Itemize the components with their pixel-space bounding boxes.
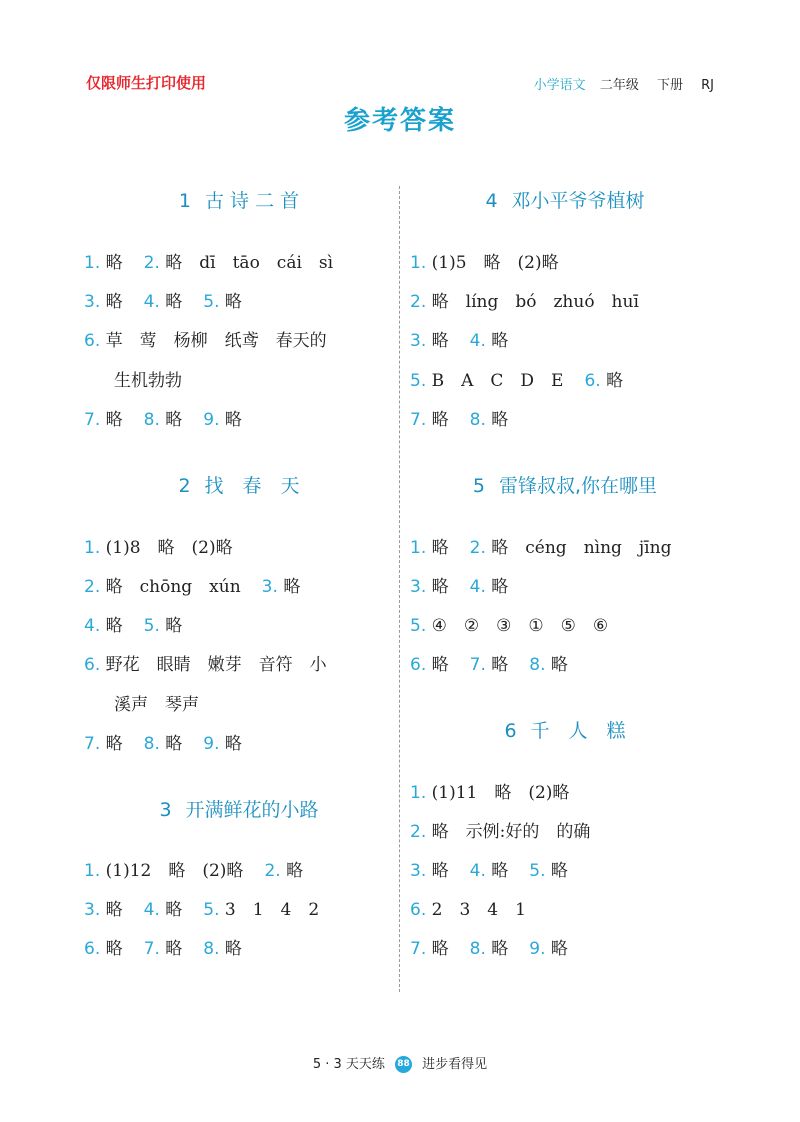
answer-line bbox=[114, 690, 424, 715]
section-title: 千 人 糕 bbox=[530, 720, 626, 742]
section-heading bbox=[410, 471, 720, 498]
grade-label: 二年级 bbox=[599, 78, 639, 93]
answer-line bbox=[410, 572, 720, 597]
question-number: 9. bbox=[203, 410, 220, 430]
answer-text: 略 示例:好的 的确 bbox=[431, 822, 591, 842]
question-number: 1. bbox=[410, 538, 427, 558]
answer-text: 略 bbox=[550, 861, 568, 881]
answer-text: 略 bbox=[431, 538, 449, 558]
answer-text: 略 bbox=[105, 734, 123, 754]
question-number: 1. bbox=[410, 253, 427, 273]
question-number: 1. bbox=[410, 783, 427, 803]
question-number: 8. bbox=[469, 939, 486, 959]
question-number: 7. bbox=[410, 410, 427, 430]
answer-line bbox=[410, 366, 720, 391]
answer-text: 3 1 4 2 bbox=[224, 900, 320, 920]
question-number: 3. bbox=[84, 292, 101, 312]
answer-text: 略 bbox=[105, 939, 123, 959]
question-number: 4. bbox=[469, 861, 486, 881]
section-heading bbox=[84, 795, 394, 822]
question-number: 5. bbox=[203, 292, 220, 312]
answer-line bbox=[84, 533, 394, 558]
answer-text: 略 bbox=[491, 577, 509, 597]
answer-text: 略 bbox=[224, 410, 242, 430]
footer-brand: 5 · 3 天天练 bbox=[312, 1057, 385, 1072]
answer-line bbox=[84, 572, 394, 597]
question-number: 2. bbox=[410, 292, 427, 312]
question-number: 7. bbox=[469, 655, 486, 675]
answer-line bbox=[410, 248, 720, 273]
answer-line bbox=[410, 326, 720, 351]
answer-text: 略 bbox=[224, 292, 242, 312]
question-number: 3. bbox=[410, 331, 427, 351]
answer-text: 略 bbox=[283, 577, 301, 597]
question-number: 3. bbox=[410, 861, 427, 881]
section-heading bbox=[410, 186, 720, 213]
answer-text: B A C D E bbox=[431, 371, 564, 391]
section-number: 1 bbox=[178, 190, 191, 212]
answer-line bbox=[410, 778, 720, 803]
question-number: 8. bbox=[143, 410, 160, 430]
answer-line bbox=[84, 895, 394, 920]
question-number: 2. bbox=[143, 253, 160, 273]
answer-line bbox=[410, 817, 720, 842]
answer-line bbox=[410, 405, 720, 430]
question-number: 1. bbox=[84, 253, 101, 273]
answer-text: 略 bbox=[431, 410, 449, 430]
answer-line bbox=[84, 287, 394, 312]
question-number: 3. bbox=[410, 577, 427, 597]
question-number: 7. bbox=[410, 939, 427, 959]
answer-text: 略 bbox=[105, 253, 123, 273]
question-number: 6. bbox=[84, 331, 101, 351]
page-number-badge: 88 bbox=[395, 1056, 412, 1073]
question-number: 3. bbox=[261, 577, 278, 597]
answer-text: 略 bbox=[431, 577, 449, 597]
answer-line bbox=[84, 405, 394, 430]
question-number: 9. bbox=[529, 939, 546, 959]
question-number: 8. bbox=[143, 734, 160, 754]
answer-text: 略 bbox=[165, 616, 183, 636]
answer-text: 略 chōng xún bbox=[105, 577, 241, 597]
question-number: 6. bbox=[410, 655, 427, 675]
answer-text: 略 bbox=[286, 861, 304, 881]
question-number: 8. bbox=[203, 939, 220, 959]
section-title: 雷锋叔叔,你在哪里 bbox=[499, 475, 658, 497]
column-divider bbox=[399, 186, 400, 992]
answer-text: 略 bbox=[105, 616, 123, 636]
question-number: 5. bbox=[203, 900, 220, 920]
answer-text: 草 莺 杨柳 纸鸢 春天的 bbox=[105, 331, 327, 351]
answer-line bbox=[84, 248, 394, 273]
answer-text: 略 bbox=[431, 331, 449, 351]
section-number: 4 bbox=[485, 190, 498, 212]
answer-line bbox=[410, 611, 720, 636]
question-number: 4. bbox=[143, 900, 160, 920]
question-number: 9. bbox=[203, 734, 220, 754]
section-heading bbox=[410, 716, 720, 743]
question-number: 2. bbox=[264, 861, 281, 881]
question-number: 3. bbox=[84, 900, 101, 920]
question-number: 7. bbox=[84, 410, 101, 430]
section-heading bbox=[84, 471, 394, 498]
answer-text: 略 bbox=[431, 939, 449, 959]
section-title: 邓小平爷爷植树 bbox=[511, 190, 645, 212]
question-number: 4. bbox=[143, 292, 160, 312]
question-number: 6. bbox=[84, 939, 101, 959]
question-number: 4. bbox=[84, 616, 101, 636]
section-number: 5 bbox=[472, 475, 486, 497]
answer-text: 略 bbox=[550, 655, 568, 675]
question-number: 8. bbox=[529, 655, 546, 675]
answer-text: 略 bbox=[550, 939, 568, 959]
question-number: 2. bbox=[410, 822, 427, 842]
answer-text: 略 bbox=[224, 939, 242, 959]
question-number: 5. bbox=[143, 616, 160, 636]
answer-line bbox=[84, 729, 394, 754]
answer-text: 略 bbox=[165, 292, 183, 312]
answer-text: 略 bbox=[165, 939, 183, 959]
answer-line bbox=[410, 533, 720, 558]
answer-text: (1)8 略 (2)略 bbox=[105, 538, 233, 558]
answer-text: 略 bbox=[105, 292, 123, 312]
answer-text: 生机勃勃 bbox=[114, 371, 182, 391]
section-number: 2 bbox=[178, 475, 191, 497]
question-number: 2. bbox=[84, 577, 101, 597]
answer-text: 略 líng bó zhuó huī bbox=[431, 292, 639, 312]
question-number: 2. bbox=[469, 538, 486, 558]
section-number: 3 bbox=[159, 799, 172, 821]
answer-text: 略 céng nìng jīng bbox=[491, 538, 672, 558]
answer-line bbox=[84, 650, 394, 675]
answer-line bbox=[410, 650, 720, 675]
question-number: 6. bbox=[584, 371, 601, 391]
volume-label: 下册 bbox=[656, 78, 683, 93]
answer-text: (1)5 略 (2)略 bbox=[431, 253, 559, 273]
section-heading bbox=[84, 186, 394, 213]
answer-line bbox=[410, 895, 720, 920]
question-number: 5. bbox=[410, 616, 427, 636]
book-info bbox=[534, 74, 714, 93]
answer-text: 略 bbox=[165, 734, 183, 754]
answer-text: 略 bbox=[105, 410, 123, 430]
answer-text: (1)12 略 (2)略 bbox=[105, 861, 244, 881]
answer-text: 略 bbox=[165, 900, 183, 920]
answer-text: 略 bbox=[491, 939, 509, 959]
question-number: 5. bbox=[410, 371, 427, 391]
section-number: 6 bbox=[504, 720, 517, 742]
subject-label: 小学语文 bbox=[533, 78, 586, 93]
section-title: 找 春 天 bbox=[204, 475, 300, 497]
answer-text: 略 bbox=[105, 900, 123, 920]
question-number: 1. bbox=[84, 538, 101, 558]
answer-text: 略 bbox=[431, 861, 449, 881]
answer-text: 略 dī tāo cái sì bbox=[165, 253, 334, 273]
answer-text: 溪声 琴声 bbox=[114, 695, 199, 715]
answer-text: 略 bbox=[165, 410, 183, 430]
answer-text: 略 bbox=[491, 861, 509, 881]
answer-line bbox=[84, 326, 394, 351]
answer-line bbox=[410, 934, 720, 959]
answer-line bbox=[84, 856, 394, 881]
answer-line bbox=[410, 856, 720, 881]
question-number: 8. bbox=[469, 410, 486, 430]
answer-line bbox=[84, 934, 394, 959]
question-number: 6. bbox=[410, 900, 427, 920]
page-title: 参考答案 bbox=[343, 106, 456, 136]
answer-text: 略 bbox=[491, 655, 509, 675]
answer-text: 略 bbox=[491, 331, 509, 351]
answer-text: 略 bbox=[431, 655, 449, 675]
footer-slogan: 进步看得见 bbox=[422, 1057, 488, 1072]
section-title: 古 诗 二 首 bbox=[204, 190, 300, 212]
footer bbox=[0, 1053, 800, 1073]
answer-text: ④ ② ③ ① ⑤ ⑥ bbox=[431, 616, 609, 636]
answer-line bbox=[410, 287, 720, 312]
question-number: 7. bbox=[84, 734, 101, 754]
answer-line bbox=[84, 611, 394, 636]
edition-label: RJ bbox=[701, 78, 714, 93]
answer-line bbox=[114, 366, 427, 391]
answer-text: 略 bbox=[224, 734, 242, 754]
answer-text: 略 bbox=[491, 410, 509, 430]
answer-text: 略 bbox=[606, 371, 624, 391]
answer-text: (1)11 略 (2)略 bbox=[431, 783, 570, 803]
answer-text: 2 3 4 1 bbox=[431, 900, 526, 920]
question-number: 6. bbox=[84, 655, 101, 675]
question-number: 7. bbox=[143, 939, 160, 959]
question-number: 5. bbox=[529, 861, 546, 881]
section-title: 开满鲜花的小路 bbox=[185, 799, 319, 821]
question-number: 4. bbox=[469, 331, 486, 351]
question-number: 1. bbox=[84, 861, 101, 881]
question-number: 4. bbox=[469, 577, 486, 597]
watermark-label: 仅限师生打印使用 bbox=[86, 74, 207, 92]
answer-text: 野花 眼睛 嫩芽 音符 小 bbox=[105, 655, 327, 675]
